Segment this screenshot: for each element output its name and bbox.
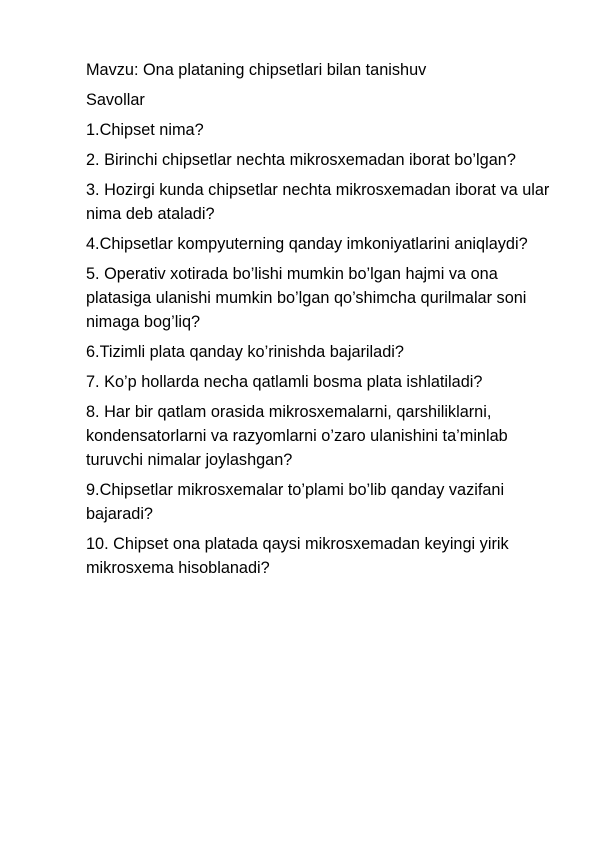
question-3: 3. Hozirgi kunda chipsetlar nechta mikrosxemadan iborat va ular nima deb ataladi? xyxy=(86,181,550,223)
question-2: 2. Birinchi chipsetlar nechta mikrosxemadan iborat bo’lgan? xyxy=(86,151,516,169)
question-4: 4.Chipsetlar kompyuterning qanday imkoniyatlarini aniqlaydi? xyxy=(86,235,528,253)
question-9: 9.Chipsetlar mikrosxemalar to’plami bo’lib qanday vazifani bajaradi? xyxy=(86,481,505,523)
question-1: 1.Chipset nima? xyxy=(86,121,204,139)
question-10: 10. Chipset ona platada qaysi mikrosxemadan keyingi yirik mikrosxema hisoblanadi? xyxy=(86,535,509,577)
section-heading: Savollar xyxy=(86,91,145,109)
question-5: 5. Operativ xotirada bo’lishi mumkin bo’lgan hajmi va ona platasiga ulanishi mumkin bo’lgan qo’shimcha qurilmalar soni nimaga bog’liq? xyxy=(86,265,527,331)
document-body xyxy=(86,58,556,586)
question-6: 6.Tizimli plata qanday ko’rinishda bajariladi? xyxy=(86,343,404,361)
question-7: 7. Ko’p hollarda necha qatlamli bosma plata ishlatiladi? xyxy=(86,373,483,391)
question-8: 8. Har bir qatlam orasida mikrosxemalarni, qarshiliklarni, kondensatorlarni va razyomlarni o’zaro ulanishini ta’minlab turuvchi nimalar joylashgan? xyxy=(86,403,508,469)
document-title: Mavzu: Ona plataning chipsetlari bilan tanishuv xyxy=(86,61,427,79)
